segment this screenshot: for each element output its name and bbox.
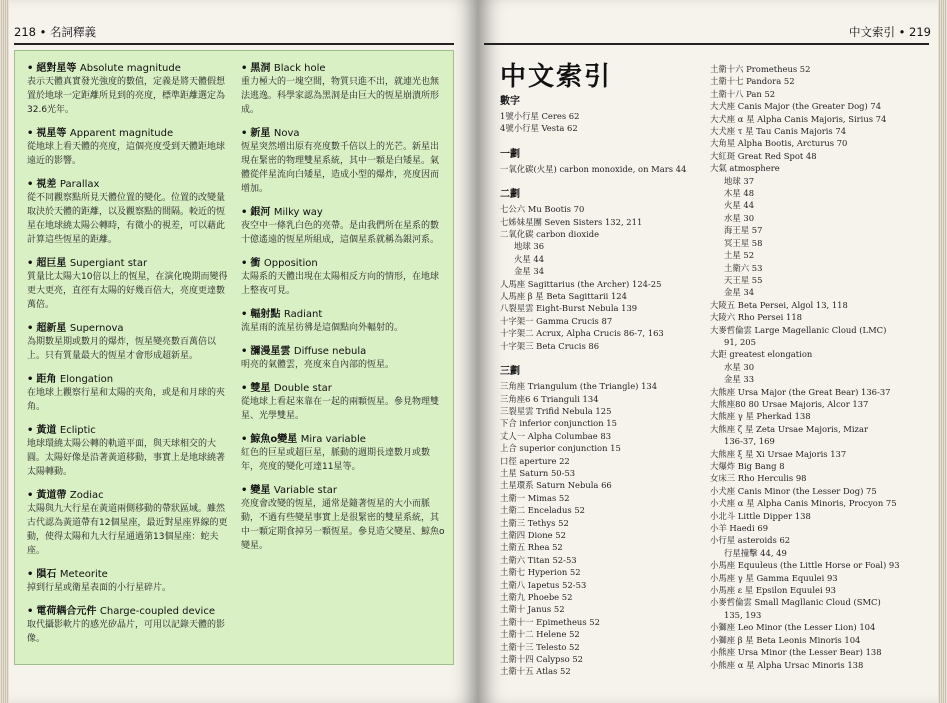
term-definition: 太陽系的天體出現在太陽相反方向的情形，在地球上整夜可見。	[241, 272, 440, 296]
index-entry: 小獅座 Leo Minor (the Lesser Lion) 104	[710, 622, 876, 633]
glossary-term	[241, 254, 446, 269]
right-page	[478, 0, 947, 703]
index-column-2	[710, 63, 932, 671]
index-subentry: 土衛六 53	[724, 262, 763, 273]
index-entry: 土衛十 Janus 52	[500, 604, 565, 615]
index-entry: 上合 superior conjunction 15	[500, 443, 621, 454]
term-english: Charge-coupled device	[99, 606, 215, 617]
index-entry: 大陵六 Rho Persei 118	[710, 312, 802, 323]
index-entry: 土星環系 Saturn Nebula 66	[500, 480, 612, 491]
header-rule-right	[484, 43, 929, 45]
index-entry: 大犬座 τ 星 Tau Canis Majoris 74	[710, 126, 847, 137]
bullet-icon: •	[241, 485, 248, 496]
index-subentry: 土星 52	[724, 250, 755, 261]
index-entry: 十字架二 Acrux, Alpha Crucis 86-7, 163	[500, 328, 664, 339]
glossary-term	[241, 124, 446, 139]
index-entry: 七公六 Mu Bootis 70	[500, 204, 585, 215]
index-entry: 土衛十七 Pandora 52	[710, 76, 795, 87]
index-entry: 女床三 Rho Herculis 98	[710, 473, 807, 484]
glossary-entry	[27, 124, 232, 168]
bullet-icon: •	[241, 383, 248, 394]
index-entry: 大角星 Alpha Bootis, Arcturus 70	[710, 138, 848, 149]
index-section-heading: 一劃	[500, 148, 520, 160]
glossary-entry	[241, 124, 446, 196]
glossary-entry	[27, 565, 232, 595]
glossary-entry	[241, 481, 446, 553]
term-chinese: 絕對星等	[36, 63, 77, 74]
glossary-term	[27, 370, 232, 385]
index-entry: 小馬座 ε 星 Epsilon Equulei 93	[710, 585, 836, 596]
index-section-heading: 三劃	[500, 366, 520, 378]
index-entry: 土衛九 Phoebe 52	[500, 592, 573, 602]
index-entry: 土衛五 Rhea 52	[500, 542, 563, 553]
index-entry: 大熊座80 80 Ursae Majoris, Alcor 137	[710, 398, 869, 409]
index-entry: 大熊座 Ursa Major (the Great Bear) 136-37	[710, 386, 891, 397]
index-entry: 土衛十五 Atlas 52	[500, 666, 571, 677]
bullet-icon: •	[27, 425, 34, 436]
term-english: Double star	[273, 383, 332, 394]
index-entry: 土衛三 Tethys 52	[500, 517, 569, 528]
index-entry: 4號小行星 Vesta 62	[500, 123, 578, 134]
term-definition: 夜空中一條乳白色的亮帶。是由我們所在星系的數十億遙遠的恆星所組成，這個星系就稱為銀河系。	[241, 221, 440, 245]
glossary-entry	[27, 254, 232, 312]
glossary-term	[27, 254, 232, 269]
term-definition: 為期數星期或數月的爆炸，恆星變亮數百萬倍以上。只有質量最大的恆星才會形成超新星。	[27, 337, 217, 361]
glossary-term	[27, 421, 232, 436]
term-definition: 從不同觀察點所見天體位置的變化。位置的改變量取決於天體的距離，以及觀察點的間隔。較近的恆星在地球繞太陽公轉時，有微小的視差，可以藉此計算這些恆星的距離。	[27, 193, 226, 245]
term-english: Mira variable	[300, 434, 366, 445]
index-subentry: 金星 34	[724, 287, 755, 298]
bullet-icon: •	[241, 258, 248, 269]
term-chinese: 銀河	[250, 207, 271, 218]
term-chinese: 雙星	[250, 383, 271, 394]
index-section-heading: 二劃	[500, 189, 520, 201]
index-entry: 土衛一 Mimas 52	[500, 492, 570, 503]
bullet-icon: •	[241, 207, 248, 218]
term-definition: 太陽與九大行星在黃道兩側移動的帶狀區域。雖然古代認為黃道帶有12個星座，最近對星座界線的更動，使得太陽和九大行星通過第13個星座：蛇夫座。	[27, 504, 228, 556]
index-entry: 大氣 atmosphere	[710, 163, 780, 174]
index-entry: 十字架一 Gamma Crucis 87	[500, 315, 613, 326]
glossary-term	[27, 175, 232, 190]
bullet-icon: •	[241, 434, 248, 445]
index-entry: 土衛十二 Helene 52	[500, 629, 580, 640]
index-entry: 十字架三 Beta Crucis 86	[500, 340, 600, 351]
glossary-entry	[27, 59, 232, 117]
running-head-left: 218 • 名詞釋義	[14, 25, 97, 39]
term-english: Supergiant star	[69, 258, 148, 269]
term-chinese: 超新星	[36, 323, 67, 334]
index-subentry: 行星撞擊 44, 49	[724, 547, 787, 558]
index-entry: 大犬座 α 星 Alpha Canis Majoris, Sirius 74	[710, 113, 887, 124]
index-entry: 人馬座 Sagittarius (the Archer) 124-25	[500, 278, 662, 289]
index-entry: 土衛十三 Telesto 52	[500, 641, 580, 652]
index-entry: 大犬座 Canis Major (the Greater Dog) 74	[710, 101, 882, 112]
term-chinese: 變星	[250, 485, 271, 496]
term-chinese: 黃道	[36, 425, 57, 436]
term-english: Nova	[273, 128, 300, 139]
running-head-right: 中文索引 • 219	[848, 25, 931, 39]
term-english: Ecliptic	[59, 425, 96, 436]
term-definition: 亮度會改變的恆星，通常是隨著恆星的大小而脈動，不過有些變星事實上是很緊密的雙星系統，其中一顆定期食掉另一顆恆星。參見造父變星、鯨魚ο變星。	[241, 499, 445, 551]
index-subentry: 水星 30	[724, 212, 755, 223]
index-entry: 土衛二 Enceladus 52	[500, 505, 585, 516]
glossary-term	[27, 486, 232, 501]
term-definition: 恆星突然增出原有亮度數千倍以上的光芒。新星出現在緊密的物理雙星系統，其中一顆是白矮星。氣體從伴星流向白矮星，造成小型的爆炸，亮度因而增加。	[241, 142, 440, 194]
term-chinese: 視差	[36, 179, 57, 190]
bullet-icon: •	[241, 346, 248, 357]
bullet-icon: •	[27, 606, 34, 617]
term-english: Diffuse nebula	[293, 346, 367, 357]
index-subentry: 金星 34	[514, 266, 545, 277]
index-entry: 小犬座 Canis Minor (the Lesser Dog) 75	[710, 485, 877, 496]
index-entry: 土衛十四 Calypso 52	[500, 654, 583, 665]
index-entry: 小北斗 Little Dipper 138	[710, 510, 811, 521]
term-definition: 取代攝影軟片的感光矽晶片，可用以記錄天體的影像。	[27, 620, 226, 644]
index-entry: 大距 greatest elongation	[710, 349, 813, 360]
term-english: Radiant	[283, 309, 323, 320]
index-entry: 土衛十一 Epimetheus 52	[500, 616, 600, 627]
glossary-term	[27, 124, 232, 139]
term-english: Parallax	[59, 179, 100, 190]
bullet-icon: •	[27, 374, 34, 385]
glossary-term	[241, 305, 446, 320]
index-subentry: 冥王星 58	[724, 237, 763, 248]
bullet-icon: •	[241, 309, 248, 320]
index-entry: 小行星 asteroids 62	[710, 535, 791, 546]
bullet-icon: •	[27, 63, 34, 74]
index-entry: 下合 inferior conjunction 15	[500, 418, 617, 429]
index-entry: 大熊座 ξ 星 Xi Ursae Majoris 137	[710, 448, 847, 459]
term-definition: 從地球上看起來靠在一起的兩顆恆星。參見物理雙星、光學雙星。	[241, 397, 440, 421]
term-chinese: 瀰漫星雲	[250, 346, 291, 357]
index-entry: 小馬座 Equuleus (the Little Horse or Foal) 93	[710, 560, 900, 571]
page-edge-left	[0, 0, 9, 703]
glossary-box	[14, 50, 454, 665]
glossary-entry	[27, 486, 232, 558]
index-subentry: 金星 33	[724, 374, 755, 385]
index-entry: 土衛八 Iapetus 52-53	[500, 579, 587, 590]
index-entry: 小獅座 β 星 Beta Leonis Minoris 104	[710, 634, 861, 645]
glossary-entry	[241, 59, 446, 117]
index-entry: 丈人一 Alpha Columbae 83	[500, 430, 612, 441]
term-english: Meteorite	[59, 569, 108, 580]
bullet-icon: •	[27, 569, 34, 580]
glossary-entry	[27, 175, 232, 247]
term-chinese: 黃道帶	[36, 490, 67, 501]
index-entry: 91, 205	[724, 336, 756, 347]
index-entry: 土衛十八 Pan 52	[710, 88, 776, 99]
index-title: 中文索引	[500, 62, 613, 92]
header-rule-left	[14, 43, 454, 45]
term-english: Milky way	[273, 207, 323, 218]
glossary-entry	[241, 254, 446, 298]
glossary-term	[241, 203, 446, 218]
glossary-term	[241, 481, 446, 496]
index-entry: 一氧化碳(火星) carbon monoxide, on Mars 44	[500, 163, 687, 174]
index-subentry: 木星 48	[724, 188, 755, 199]
term-english: Opposition	[263, 258, 318, 269]
term-chinese: 超巨星	[36, 258, 67, 269]
term-definition: 質量比太陽大10倍以上的恆星，在演化晚期而變得更大更亮，直徑有太陽的好幾百倍大，亮度更達數萬倍。	[27, 272, 228, 310]
index-entry: 小羊 Haedi 69	[710, 523, 769, 534]
term-chinese: 鯨魚ο變星	[250, 434, 298, 445]
term-chinese: 視星等	[36, 128, 67, 139]
term-english: Elongation	[59, 374, 114, 385]
term-chinese: 輻射點	[250, 309, 281, 320]
glossary-entry	[27, 319, 232, 363]
index-entry: 人馬座 β 星 Beta Sagittarii 124	[500, 291, 627, 302]
index-entry: 土衛六 Titan 52-53	[500, 554, 577, 565]
index-section-heading: 數字	[500, 96, 520, 107]
term-english: Apparent magnitude	[69, 128, 174, 139]
index-entry: 土星 Saturn 50-53	[500, 467, 576, 478]
index-entry: 土衛七 Hyperion 52	[500, 567, 581, 578]
bullet-icon: •	[27, 128, 34, 139]
glossary-term	[27, 59, 232, 74]
index-entry: 小麥哲倫雲 Small Magllanic Cloud (SMC)	[710, 597, 881, 608]
index-entry: 136-37, 169	[724, 436, 775, 447]
index-subentry: 水星 30	[724, 361, 755, 372]
index-subentry: 火星 44	[724, 200, 755, 211]
term-definition: 重力極大的一塊空間，物質只進不出，就連光也無法逃逸。科學家認為黑洞是由巨大的恆星崩潰所形成。	[241, 77, 440, 115]
index-entry: 三角座6 6 Trianguli 134	[500, 393, 599, 404]
glossary-entry	[241, 203, 446, 247]
index-entry: 大陵五 Beta Persei, Algol 13, 118	[710, 299, 848, 310]
glossary-entry	[241, 430, 446, 474]
index-entry: 小熊座 Ursa Minor (the Lesser Bear) 138	[710, 647, 882, 658]
index-entry: 大麥哲倫雲 Large Magellanic Cloud (LMC)	[710, 324, 887, 335]
index-entry: 土衛十六 Prometheus 52	[710, 64, 811, 74]
bullet-icon: •	[27, 323, 34, 334]
glossary-term	[27, 319, 232, 334]
term-english: Supernova	[69, 323, 124, 334]
term-definition: 紅色的巨星或超巨星，脈動的週期長達數月或數年，亮度的變化可達11星等。	[241, 448, 431, 472]
term-chinese: 電荷耦合元件	[36, 606, 97, 617]
glossary-entry	[241, 379, 446, 423]
term-definition: 從地球上看天體的亮度，這個亮度受到天體距地球遠近的影響。	[27, 142, 226, 166]
index-entry: 小馬座 γ 星 Gamma Equulei 93	[710, 572, 838, 583]
index-entry: 小犬座 α 星 Alpha Canis Minoris, Procyon 75	[710, 498, 897, 509]
glossary-term	[241, 430, 446, 445]
term-definition: 掉到行星或衛星表面的小行星碎片。	[27, 583, 172, 593]
index-entry: 小熊座 α 星 Alpha Ursac Minoris 138	[710, 659, 864, 670]
index-subentry: 海王星 57	[724, 225, 763, 236]
glossary-column-2	[241, 59, 446, 560]
index-entry: 大熊座 γ 星 Pherkad 138	[710, 411, 811, 422]
term-english: Absolute magnitude	[79, 63, 181, 74]
index-subentry: 天王星 55	[724, 274, 763, 285]
index-entry: 三裂星雲 Trifid Nebula 125	[500, 405, 612, 416]
bullet-icon: •	[241, 63, 248, 74]
index-entry: 三角座 Triangulum (the Triangle) 134	[500, 381, 658, 392]
term-english: Variable star	[273, 485, 337, 496]
index-entry: 大爆炸 Big Bang 8	[710, 461, 785, 471]
glossary-entry	[27, 602, 232, 646]
index-entry: 土衛四 Dione 52	[500, 529, 566, 540]
glossary-column-1	[27, 59, 232, 653]
term-definition: 流星雨的流星彷彿是這個點向外輻射的。	[241, 323, 404, 333]
term-chinese: 衝	[250, 258, 261, 269]
index-entry: 二氧化碳 carbon dioxide	[500, 229, 600, 240]
glossary-entry	[241, 305, 446, 335]
term-chinese: 距角	[36, 374, 57, 385]
glossary-term	[27, 602, 232, 617]
page-edge-right	[938, 0, 947, 703]
term-chinese: 黑洞	[250, 63, 271, 74]
bullet-icon: •	[27, 179, 34, 190]
glossary-entry	[241, 342, 446, 372]
glossary-term	[241, 342, 446, 357]
index-entry: 135, 193	[724, 609, 762, 620]
term-definition: 表示天體真實發光強度的數值，定義是將天體假想置於地球一定距離所見到的亮度，標準距離選定為32.6光年。	[27, 77, 226, 115]
bullet-icon: •	[27, 490, 34, 501]
term-english: Zodiac	[69, 490, 104, 501]
bullet-icon: •	[27, 258, 34, 269]
index-entry: 大紅斑 Great Red Spot 48	[710, 150, 817, 161]
term-english: Black hole	[273, 63, 326, 74]
index-column-1	[500, 90, 690, 678]
glossary-term	[27, 565, 232, 580]
index-entry: 七姊妹星團 Seven Sisters 132, 211	[500, 216, 643, 227]
term-chinese: 隕石	[36, 569, 57, 580]
term-chinese: 新星	[250, 128, 271, 139]
index-entry: 1號小行星 Ceres 62	[500, 111, 580, 121]
index-entry: 口徑 aperture 22	[500, 455, 570, 466]
term-definition: 在地球上觀察行星和太陽的夾角，或是和月球的夾角。	[27, 388, 226, 412]
index-entry: 大熊座 ζ 星 Zeta Ursae Majoris, Mizar	[710, 423, 868, 434]
glossary-term	[241, 59, 446, 74]
glossary-entry	[27, 370, 232, 414]
glossary-term	[241, 379, 446, 394]
index-subentry: 地球 37	[724, 175, 755, 186]
term-definition: 地球環繞太陽公轉的軌道平面，與天球相交的大圓。太陽好像是沿著黃道移動，事實上是地球繞著太陽轉動。	[27, 439, 226, 477]
bullet-icon: •	[241, 128, 248, 139]
glossary-entry	[27, 421, 232, 479]
index-subentry: 火星 44	[514, 253, 545, 264]
term-definition: 明亮的氣體雲，亮度來自內部的恆星。	[241, 360, 395, 370]
index-entry: 八裂星雲 Eight-Burst Nebula 139	[500, 303, 638, 314]
index-subentry: 地球 36	[514, 241, 545, 252]
